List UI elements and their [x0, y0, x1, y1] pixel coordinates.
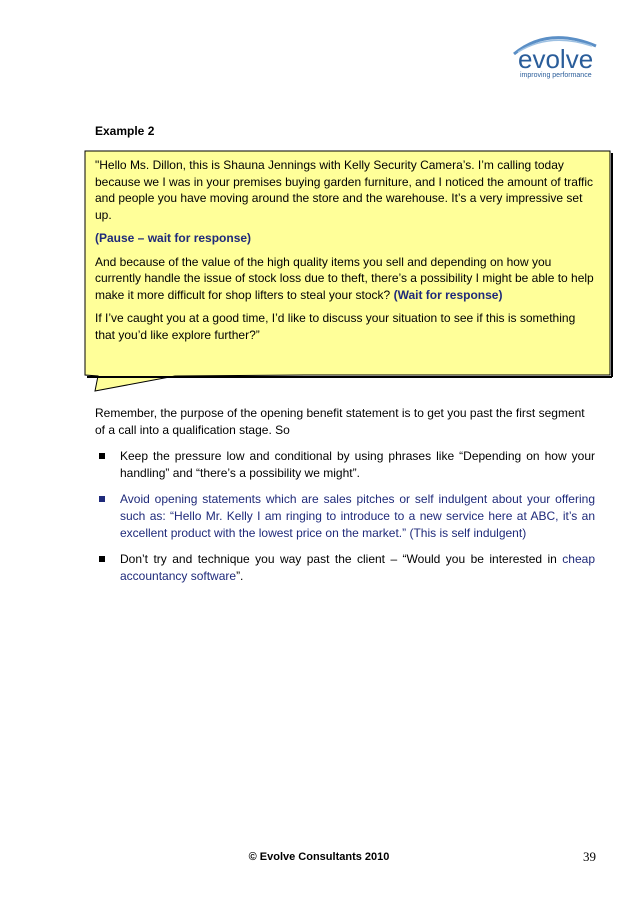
example-heading: Example 2 — [95, 124, 155, 138]
bullet-end: ”. — [236, 569, 244, 583]
logo-tagline: improving performance — [520, 72, 592, 79]
bullet-text: Keep the pressure low and conditional by using phrases like “Depending on how your handling” and “there’s a possibility we might”. — [120, 449, 595, 480]
list-item — [95, 551, 595, 585]
list-item — [95, 491, 595, 542]
callout-paragraph-greeting: "Hello Ms. Dillon, this is Shauna Jennings with Kelly Security Camera’s. I’m calling today because we I was in your premises buying garden furniture, and I noticed the amount of traffic and people you have moving around the store and the warehouse. It’s a very impressive set up. — [95, 158, 594, 222]
callout-paragraph-value — [95, 254, 595, 304]
guidance-intro: Remember, the purpose of the opening benefit statement is to get you past the first segment of a call into a qualification stage. So — [95, 406, 585, 437]
bullet-text: Don’t try and technique you way past the client – “Would you be interested in — [120, 552, 563, 566]
square-bullet-icon — [99, 453, 105, 459]
callout-paragraph-close: If I’ve caught you at a good time, I’d like to discuss your situation to see if this is something that you’d like explore further?” — [95, 311, 576, 342]
square-bullet-icon — [99, 556, 105, 562]
page-footer: © Evolve Consultants 2010 — [248, 851, 390, 863]
callout-value-text: And because of the value of the high quality items you sell and depending on how you currently handle the issue of stock loss due to theft, there’s a possibility I might be able to help make it more difficult for shop lifters to steal your stock? — [95, 254, 594, 302]
square-bullet-icon — [99, 496, 105, 502]
callout-pause-note: (Pause – wait for response) — [95, 231, 252, 245]
guidance-bullet-list — [95, 448, 595, 585]
bullet-text: Avoid opening statements which are sales pitches or self indulgent about your offering such as: “Hello Mr. Kelly I am ringing to introduce to a new service here at ABC, it’s an excellent product with the lowest price on the market.” (This is self indulgent) — [120, 492, 595, 540]
page-number: 39 — [583, 849, 596, 864]
list-item — [95, 448, 595, 482]
bullet-blue-phrase: cheap accountancy software — [120, 552, 595, 583]
logo-wordmark: evolve — [518, 44, 594, 74]
callout-wait-note: (Wait for response) — [393, 287, 503, 302]
guidance-section — [95, 405, 595, 594]
callout-script — [95, 157, 595, 350]
